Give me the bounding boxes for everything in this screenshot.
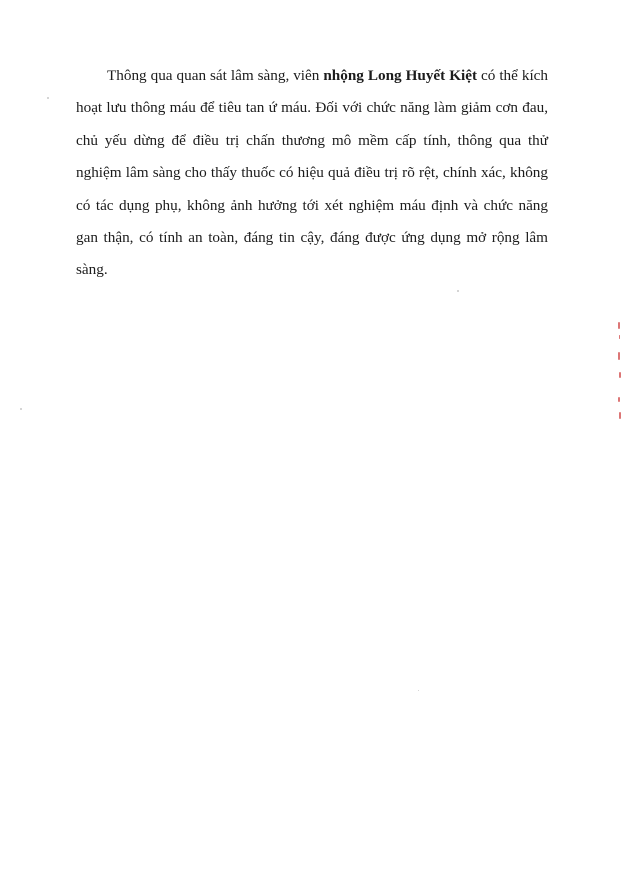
stamp-edge-mark — [618, 397, 620, 402]
stamp-edge-mark — [619, 412, 621, 419]
paragraph-text-rest: có thể kích hoạt lưu thông máu để tiêu tan ứ máu. Đối với chức năng làm giảm cơn đau, chủ yếu dừng để điều trị chấn thương mô mềm cấp tính, thông qua thử nghiệm lâm sàng cho thấy thuốc có hiệu quả điều trị rõ rệt, chính xác, không có tác dụng phụ, không ảnh hưởng tới xét nghiệm máu định và chức năng gan thận, có tính an toàn, đáng tin cậy, đáng được ứng dụng mở rộng lâm sàng. — [76, 67, 549, 279]
stamp-edge-mark — [618, 322, 620, 329]
paragraph-text-start: Thông qua quan sát lâm sàng, viên — [107, 67, 324, 84]
scan-speck — [457, 290, 459, 292]
scan-speck — [47, 97, 49, 99]
stamp-edge-mark — [619, 372, 621, 378]
product-name-bold: nhộng Long Huyết Kiệt — [323, 67, 478, 84]
stamp-edge-mark — [618, 352, 620, 360]
scan-speck — [418, 690, 419, 691]
body-paragraph — [76, 60, 548, 287]
scan-speck — [20, 408, 22, 410]
stamp-edge-mark — [619, 335, 620, 339]
